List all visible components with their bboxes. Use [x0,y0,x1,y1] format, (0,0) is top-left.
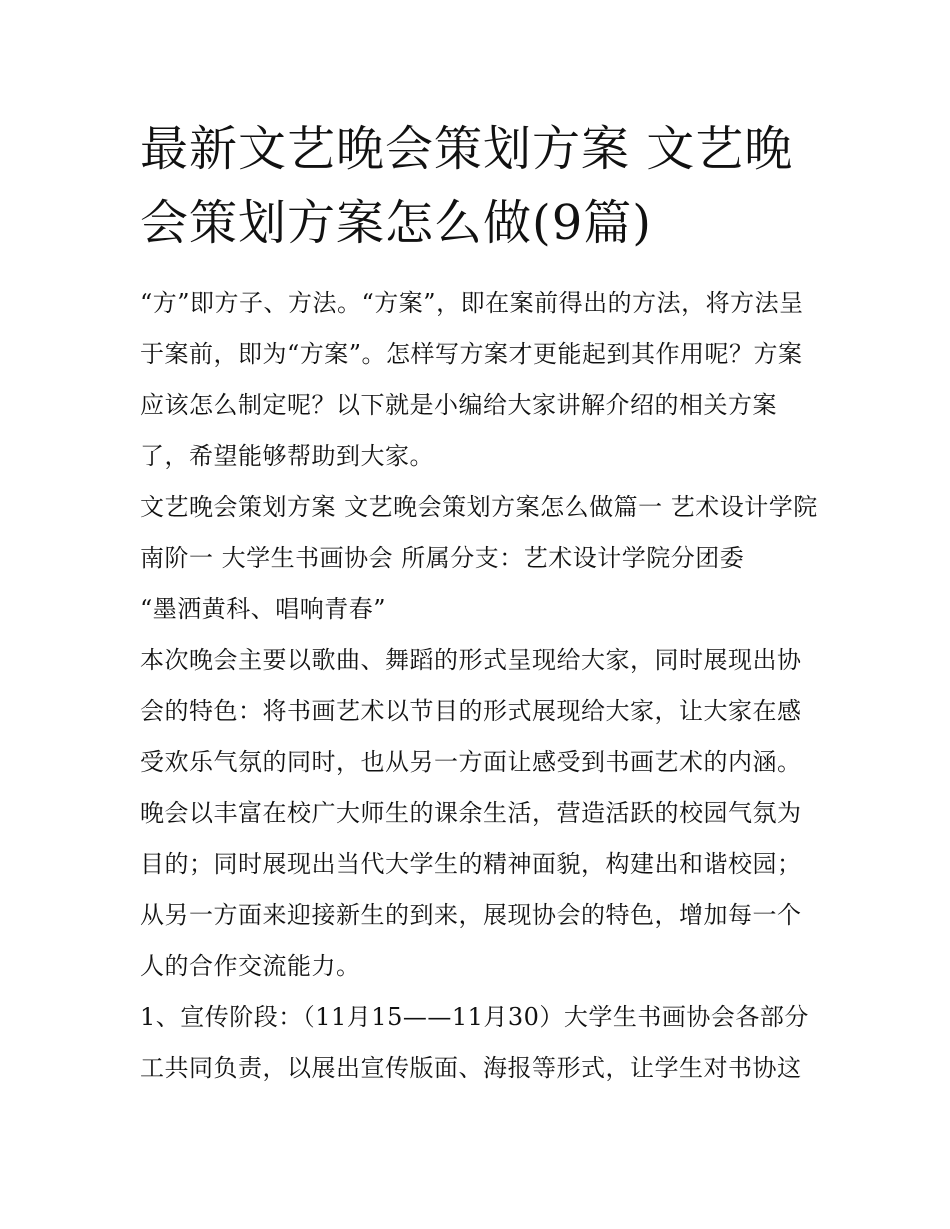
document-body [140,112,820,1094]
event-theme-paragraph: “墨洒黄科、唱响青春” [140,595,387,623]
event-format-paragraph: 本次晚会主要以歌曲、舞蹈的形式呈现给大家，同时展现出协会的特色：将书画艺术以节目的形式展现给大家，让大家在感受欢乐气氛的同时，也从另一方面让感受到书画艺术的内涵。 [140,646,802,776]
promotion-stage-paragraph: 1、宣传阶段：（11月15——11月30）大学生书画协会各部分工共同负责，以展出宣传版面、海报等形式，让学生对书协这 [140,1003,809,1082]
event-purpose-paragraph: 晚会以丰富在校广大师生的课余生活，营造活跃的校园气氛为目的；同时展现出当代大学生的精神面貌，构建出和谐校园；从另一方面来迎接新生的到来，展现协会的特色，增加每一个人的合作交流能力。 [140,799,802,980]
section-heading-paragraph: 文艺晚会策划方案 文艺晚会策划方案怎么做篇一 艺术设计学院南阶一 大学生书画协会 所属分支：艺术设计学院分团委 [140,493,818,572]
intro-paragraph: “方”即方子、方法。“方案”，即在案前得出的方法，将方法呈于案前，即为“方案”。怎样写方案才更能起到其作用呢？方案应该怎么制定呢？以下就是小编给大家讲解介绍的相关方案了，希望能够帮助到大家。 [140,289,804,470]
document-title: 最新文艺晚会策划方案 文艺晚会策划方案怎么做(9篇) [140,121,794,251]
